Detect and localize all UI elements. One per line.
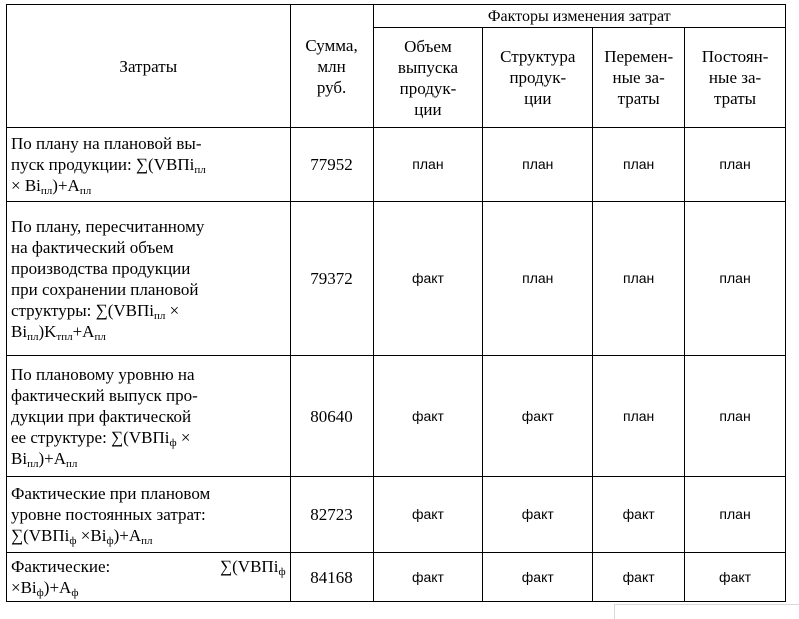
flag-structure: план xyxy=(483,202,593,356)
flag-volume: факт xyxy=(373,553,483,602)
flag-variable: план xyxy=(593,128,685,202)
flag-fixed: план xyxy=(685,477,786,553)
flag-variable: факт xyxy=(593,477,685,553)
header-factors-group: Факторы изменения затрат xyxy=(373,5,785,28)
row-cost-description: По плановому уровню на фактический выпуск про- дукции при фактической ее структуре: ∑(VВПi$_ф$ × $Bi_{пл})+A_{пл}$ xyxy=(7,356,291,477)
flag-volume: план xyxy=(373,128,483,202)
row-sum: 82723 xyxy=(290,477,373,553)
flag-structure: факт xyxy=(483,356,593,477)
flag-fixed: план xyxy=(685,128,786,202)
header-factor-structure: Структура продук- ции xyxy=(483,28,593,128)
flag-structure: план xyxy=(483,128,593,202)
table-row xyxy=(7,477,786,553)
flag-variable: план xyxy=(593,202,685,356)
row-sum: 77952 xyxy=(290,128,373,202)
table-row xyxy=(7,553,786,602)
flag-volume: факт xyxy=(373,477,483,553)
table-row xyxy=(7,202,786,356)
header-sum: Сумма, млн руб. xyxy=(290,5,373,128)
table-row xyxy=(7,356,786,477)
table-row xyxy=(7,128,786,202)
flag-variable: план xyxy=(593,356,685,477)
header-factor-fixed: Постоян- ные за- траты xyxy=(685,28,786,128)
flag-fixed: факт xyxy=(685,553,786,602)
flag-volume: факт xyxy=(373,202,483,356)
flag-structure: факт xyxy=(483,553,593,602)
row-cost-description: По плану на плановой вы- пуск продукции: ∑(VВПi$_{пл}$ × $Bi_{пл})+A_{пл}$ xyxy=(7,128,291,202)
flag-fixed: план xyxy=(685,356,786,477)
cost-factors-table xyxy=(6,4,786,602)
header-costs: Затраты xyxy=(7,5,291,128)
row-cost-description: По плану, пересчитанному на фактический объем производства продукции при сохранении плановой структуры: ∑(VВПi$_{пл}$ × $Bi_{пл})K_{тпл}+A_{пл}$ xyxy=(7,202,291,356)
page-corner-box xyxy=(614,604,799,619)
flag-fixed: план xyxy=(685,202,786,356)
header-factor-variable: Перемен- ные за- траты xyxy=(593,28,685,128)
row-sum: 84168 xyxy=(290,553,373,602)
row-cost-description: Фактические при плановом уровне постоянных затрат: ∑(VВПi$_ф$ $\times Bi_ф)+A_{пл}$ xyxy=(7,477,291,553)
row-sum: 79372 xyxy=(290,202,373,356)
header-factor-volume: Объем выпуска продук- ции xyxy=(373,28,483,128)
row-sum: 80640 xyxy=(290,356,373,477)
flag-volume: факт xyxy=(373,356,483,477)
row-cost-description: Фактические: ∑(VВПi$_ф$ $\times Bi_ф)+A_ф$ xyxy=(7,553,291,602)
flag-variable: факт xyxy=(593,553,685,602)
flag-structure: факт xyxy=(483,477,593,553)
